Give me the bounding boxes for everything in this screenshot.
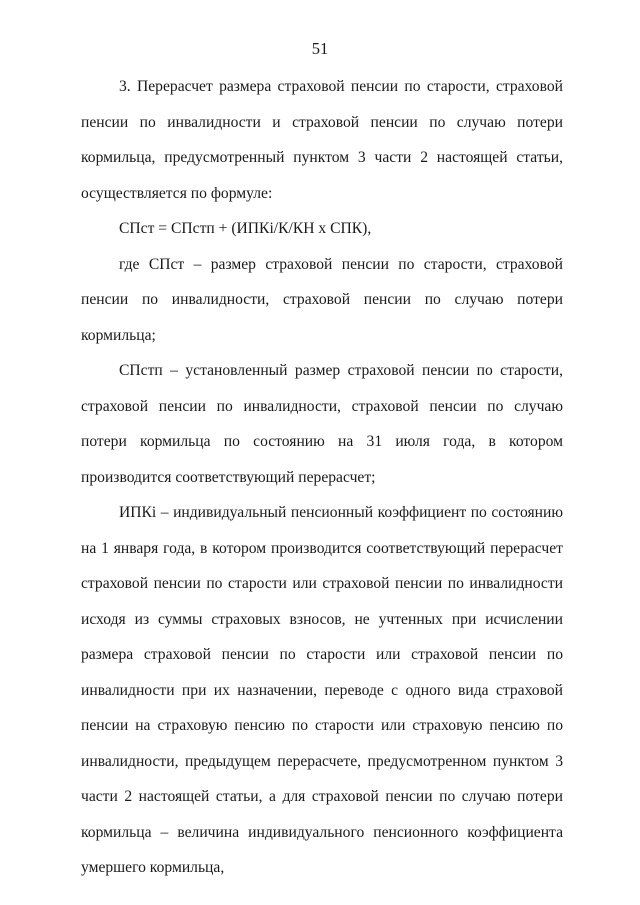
document-body	[81, 69, 563, 886]
paragraph-ipki-definition: ИПКi – индивидуальный пенсионный коэффициент по состоянию на 1 января года, в котором производится соответствующий перерасчет страховой пенсии по старости или страховой пенсии по инвалидности исходя из суммы страховых взносов, не учтенных при исчислении размера страховой пенсии по старости или страховой пенсии по инвалидности при их назначении, переводе с одного вида страховой пенсии на страховую пенсию по старости или страховую пенсию по инвалидности, предыдущем перерасчете, предусмотренном пунктом 3 части 2 настоящей статьи, а для страховой пенсии по случаю потери кормильца – величина индивидуального пенсионного коэффициента умершего кормильца,	[81, 504, 563, 876]
page-number: 51	[311, 39, 329, 58]
paragraph-recalculation-intro: 3. Перерасчет размера страховой пенсии по старости, страховой пенсии по инвалидности и страховой пенсии по случаю потери кормильца, предусмотренный пунктом 3 части 2 настоящей статьи, осуществляется по формуле:	[81, 78, 563, 202]
paragraph-spst-definition: где СПст – размер страховой пенсии по старости, страховой пенсии по инвалидности, страховой пенсии по случаю потери кормильца;	[81, 255, 563, 344]
formula: СПст = СПстп + (ИПКi/К/КН х СПК),	[119, 220, 372, 237]
paragraph-spstp-definition: СПстп – установленный размер страховой пенсии по старости, страховой пенсии по инвалидности, страховой пенсии по случаю потери кормильца по состоянию на 31 июля года, в котором производится соответствующий перерасчет;	[81, 362, 563, 486]
